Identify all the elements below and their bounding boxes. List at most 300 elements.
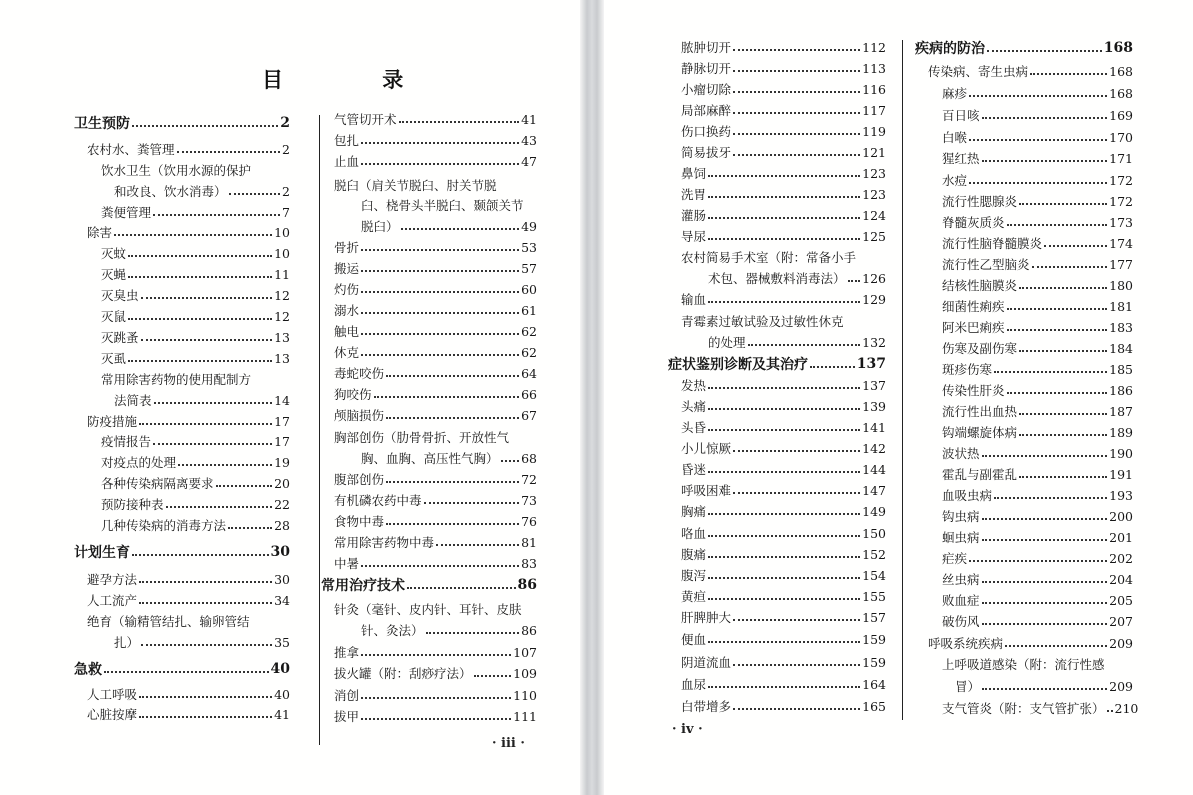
toc-entry[interactable] (321, 279, 537, 299)
dot-leader (166, 506, 273, 508)
toc-entry[interactable] (668, 629, 886, 649)
toc-entry[interactable] (668, 163, 886, 183)
dot-leader (733, 91, 860, 93)
dot-leader (128, 255, 272, 257)
toc-section-heading[interactable] (74, 113, 290, 133)
toc-entry[interactable] (321, 685, 537, 705)
toc-entry[interactable] (321, 237, 537, 257)
toc-entry[interactable] (915, 359, 1133, 379)
dot-leader (154, 402, 273, 404)
dot-leader (1019, 287, 1107, 289)
toc-entry-title: 绝育（输精管结扎、输卵管结 (87, 614, 250, 629)
toc-entry[interactable] (915, 83, 1133, 103)
dot-leader (708, 535, 860, 537)
toc-entry[interactable] (668, 674, 886, 694)
toc-entry[interactable] (74, 202, 290, 222)
toc-entry[interactable] (668, 523, 886, 543)
toc-entry-page: 123 (862, 186, 886, 202)
toc-entry-page: 183 (1109, 319, 1133, 335)
toc-entry-title: 洗胃 (681, 187, 707, 202)
dot-leader (982, 688, 1107, 690)
toc-entry-title: 血尿 (681, 677, 707, 692)
toc-entry[interactable] (668, 184, 886, 204)
dot-leader (1019, 203, 1107, 205)
dot-leader (708, 513, 860, 515)
dot-leader (994, 497, 1107, 499)
toc-entry[interactable] (668, 417, 886, 437)
toc-entry-page: 35 (274, 634, 290, 650)
toc-entry-title: 骨折 (334, 240, 360, 255)
toc-entry[interactable] (668, 586, 886, 606)
toc-entry[interactable] (74, 431, 290, 451)
dot-leader (982, 518, 1108, 520)
dot-leader (424, 502, 520, 504)
dot-leader (708, 217, 860, 219)
dot-leader (361, 697, 511, 699)
toc-entry-title: 胸、血胸、高压性气胸） (361, 451, 499, 466)
dot-leader (361, 163, 519, 165)
toc-entry-page: 111 (513, 708, 537, 724)
dot-leader (216, 485, 273, 487)
toc-entry-title: 针、灸法） (361, 623, 424, 638)
dot-leader (733, 133, 860, 135)
toc-entry[interactable] (321, 216, 537, 236)
toc-entry-title: 冒） (955, 679, 981, 694)
toc-entry-page: 41 (274, 706, 290, 722)
dot-leader (810, 366, 855, 368)
toc-entry-title: 鼻饲 (681, 166, 707, 181)
toc-entry-title: 狗咬伤 (334, 387, 372, 402)
toc-entry-title: 常用治疗技术 (321, 578, 405, 594)
dot-leader (401, 228, 520, 230)
page-right (604, 0, 1193, 795)
toc-entry[interactable] (668, 459, 886, 479)
toc-entry-page: 187 (1109, 403, 1133, 419)
toc-entry-page: 209 (1109, 635, 1133, 651)
toc-entry[interactable] (321, 427, 537, 447)
toc-entry[interactable] (321, 553, 537, 573)
toc-entry[interactable] (915, 676, 1133, 696)
toc-entry[interactable] (321, 490, 537, 510)
toc-entry-page: 2 (282, 183, 290, 199)
toc-entry-page: 132 (862, 334, 886, 350)
dot-leader (361, 270, 519, 272)
toc-entry[interactable] (915, 380, 1133, 400)
toc-entry[interactable] (668, 121, 886, 141)
toc-entry[interactable] (321, 663, 537, 683)
dot-leader (178, 464, 272, 466)
toc-entry-title: 静脉切开 (681, 61, 732, 76)
toc-entry[interactable] (74, 327, 290, 347)
toc-entry[interactable] (74, 411, 290, 431)
toc-entry-page: 209 (1109, 678, 1133, 694)
toc-entry[interactable] (668, 396, 886, 416)
toc-entry[interactable] (321, 342, 537, 362)
toc-entry-title: 法简表 (114, 393, 152, 408)
toc-entry[interactable] (74, 590, 290, 610)
toc-entry-title: 防疫措施 (87, 414, 138, 429)
toc-entry[interactable] (915, 148, 1133, 168)
toc-entry[interactable] (668, 565, 886, 585)
toc-entry[interactable] (668, 501, 886, 521)
toc-entry-title: 饮水卫生（饮用水源的保护 (101, 163, 252, 178)
toc-entry[interactable] (74, 611, 290, 631)
toc-entry-title: 小儿惊厥 (681, 441, 732, 456)
toc-entry-page: 2 (280, 115, 290, 131)
toc-entry-page: 159 (862, 654, 886, 670)
dot-leader (141, 644, 272, 646)
toc-entry[interactable] (668, 289, 886, 309)
dot-leader (361, 654, 511, 656)
toc-entry-title: 流行性腮腺炎 (942, 194, 1018, 209)
toc-entry-title: 疾病的防治 (915, 41, 985, 57)
toc-entry[interactable] (915, 212, 1133, 232)
toc-entry-title: 扎） (114, 635, 140, 650)
toc-entry-page: 28 (274, 517, 290, 533)
toc-entry[interactable] (668, 142, 886, 162)
toc-entry-page: 66 (521, 386, 537, 402)
toc-entry-page: 30 (274, 571, 290, 587)
dot-leader (733, 708, 860, 710)
toc-entry[interactable] (321, 321, 537, 341)
toc-entry[interactable] (321, 195, 537, 215)
toc-entry-page: 60 (521, 281, 537, 297)
toc-entry-page: 168 (1109, 63, 1133, 79)
toc-entry[interactable] (321, 620, 537, 640)
toc-entry[interactable] (74, 181, 290, 201)
dot-leader (1007, 308, 1108, 310)
dot-leader (969, 139, 1107, 141)
toc-entry[interactable] (74, 452, 290, 472)
toc-entry[interactable] (668, 544, 886, 564)
toc-entry-page: 47 (521, 153, 537, 169)
toc-entry-title: 细菌性痢疾 (942, 299, 1005, 314)
dot-leader (1019, 476, 1107, 478)
toc-entry[interactable] (915, 317, 1133, 337)
dot-leader (733, 112, 860, 114)
toc-entry-title: 白带增多 (681, 699, 732, 714)
toc-entry-page: 2 (282, 141, 290, 157)
toc-entry[interactable] (321, 599, 537, 619)
toc-entry-page: 125 (862, 228, 886, 244)
toc-entry-page: 17 (274, 413, 290, 429)
toc-entry-title: 导尿 (681, 229, 707, 244)
dot-leader (708, 556, 860, 558)
toc-entry[interactable] (668, 58, 886, 78)
toc-entry-title: 臼、桡骨头半脱臼、颞颌关节 (361, 198, 524, 213)
dot-leader (969, 182, 1107, 184)
toc-entry-page: 204 (1109, 571, 1133, 587)
toc-entry[interactable] (915, 338, 1133, 358)
toc-entry-title: 百日咳 (942, 108, 980, 123)
toc-entry[interactable] (668, 438, 886, 458)
toc-entry-title: 常用除害药物中毒 (334, 535, 435, 550)
toc-column-2 (321, 0, 537, 795)
toc-entry-title: 心脏按摩 (87, 707, 138, 722)
toc-entry[interactable] (321, 300, 537, 320)
toc-entry-title: 止血 (334, 154, 360, 169)
toc-entry-page: 17 (274, 433, 290, 449)
toc-entry-title: 术包、器械敷料消毒法） (708, 271, 846, 286)
toc-entry-page: 40 (270, 661, 290, 677)
dot-leader (733, 492, 860, 494)
toc-entry[interactable] (668, 100, 886, 120)
toc-entry-page: 53 (521, 239, 537, 255)
toc-entry-title: 麻疹 (942, 86, 968, 101)
toc-entry[interactable] (74, 473, 290, 493)
toc-entry-page: 168 (1109, 85, 1133, 101)
toc-section-heading[interactable] (321, 575, 537, 595)
toc-entry[interactable] (321, 258, 537, 278)
toc-entry-page: 14 (274, 392, 290, 408)
toc-entry-title: 蛔虫病 (942, 530, 980, 545)
toc-entry[interactable] (74, 569, 290, 589)
toc-entry-title: 阿米巴痢疾 (942, 320, 1005, 335)
toc-entry-title: 胸部创伤（肋骨骨折、开放性气 (334, 430, 510, 445)
toc-entry-page: 113 (862, 60, 886, 76)
toc-entry[interactable] (915, 275, 1133, 295)
toc-entry[interactable] (915, 698, 1139, 718)
toc-entry-page: 193 (1109, 487, 1133, 503)
toc-section-heading[interactable] (74, 542, 290, 562)
toc-entry-page: 22 (274, 496, 290, 512)
toc-entry-page: 119 (862, 123, 886, 139)
toc-entry[interactable] (321, 151, 537, 171)
dot-leader (374, 396, 520, 398)
toc-entry[interactable] (74, 285, 290, 305)
dot-leader (128, 318, 272, 320)
toc-entry[interactable] (668, 247, 886, 267)
toc-column-3 (668, 0, 886, 795)
toc-entry[interactable] (915, 569, 1133, 589)
toc-entry[interactable] (668, 652, 886, 672)
toc-entry-title: 头痛 (681, 399, 707, 414)
toc-entry[interactable] (915, 254, 1133, 274)
toc-entry[interactable] (915, 633, 1133, 653)
toc-entry-page: 157 (862, 609, 886, 625)
toc-entry-title: 支气管炎（附：支气管扩张） (942, 701, 1105, 716)
toc-entry-page: 129 (862, 291, 886, 307)
page-left (0, 0, 580, 795)
toc-entry-title: 腹痛 (681, 547, 707, 562)
dot-leader (361, 312, 519, 314)
toc-entry-title: 灌肠 (681, 208, 707, 223)
toc-entry-page: 13 (274, 350, 290, 366)
toc-entry-page: 76 (521, 513, 537, 529)
toc-entry[interactable] (915, 506, 1133, 526)
toc-entry[interactable] (668, 375, 886, 395)
toc-entry[interactable] (74, 369, 290, 389)
toc-entry-page: 168 (1103, 40, 1133, 56)
toc-entry-page: 201 (1109, 529, 1133, 545)
toc-entry-page: 20 (274, 475, 290, 491)
toc-entry-title: 卫生预防 (74, 116, 130, 132)
toc-entry-page: 171 (1109, 150, 1133, 166)
toc-entry-title: 溺水 (334, 303, 360, 318)
toc-entry[interactable] (668, 268, 886, 288)
toc-entry-page: 10 (274, 245, 290, 261)
toc-entry-title: 拔甲 (334, 709, 360, 724)
dot-leader (969, 95, 1107, 97)
toc-entry[interactable] (668, 332, 886, 352)
page-gutter (580, 0, 604, 795)
toc-entry-page: 107 (513, 644, 537, 660)
toc-entry-title: 流行性出血热 (942, 404, 1018, 419)
toc-entry[interactable] (915, 527, 1133, 547)
toc-entry[interactable] (915, 191, 1133, 211)
toc-entry[interactable] (915, 422, 1133, 442)
toc-entry-page: 34 (274, 592, 290, 608)
toc-entry[interactable] (668, 79, 886, 99)
toc-entry-page: 67 (521, 407, 537, 423)
dot-leader (128, 276, 272, 278)
dot-leader (1005, 645, 1107, 647)
toc-entry-title: 猩红热 (942, 151, 980, 166)
toc-entry[interactable] (915, 105, 1133, 125)
toc-entry[interactable] (915, 464, 1133, 484)
toc-entry[interactable] (915, 485, 1133, 505)
folio-left: · iii · (492, 736, 525, 751)
dot-leader (708, 641, 860, 643)
toc-entry-page: 180 (1109, 277, 1133, 293)
toc-entry[interactable] (74, 306, 290, 326)
toc-entry-title: 斑疹伤寒 (942, 362, 993, 377)
toc-entry-page: 186 (1109, 382, 1133, 398)
toc-entry-title: 钩虫病 (942, 509, 980, 524)
dot-leader (733, 49, 860, 51)
toc-entry[interactable] (321, 448, 537, 468)
toc-entry[interactable] (321, 384, 537, 404)
toc-entry[interactable] (321, 642, 537, 662)
toc-entry[interactable] (915, 443, 1133, 463)
toc-entry-page: 173 (1109, 214, 1133, 230)
toc-entry[interactable] (915, 611, 1133, 631)
dot-leader (153, 443, 272, 445)
dot-leader (708, 686, 860, 688)
toc-entry-title: 各种传染病隔离要求 (101, 476, 214, 491)
toc-entry[interactable] (668, 311, 886, 331)
dot-leader (361, 354, 519, 356)
toc-entry-page: 164 (862, 676, 886, 692)
toc-entry[interactable] (915, 233, 1133, 253)
toc-entry[interactable] (74, 139, 290, 159)
toc-entry-page: 124 (862, 207, 886, 223)
toc-entry[interactable] (668, 37, 886, 57)
toc-entry[interactable] (74, 704, 290, 724)
toc-entry[interactable] (321, 511, 537, 531)
toc-entry-title: 灭跳蚤 (101, 330, 139, 345)
toc-entry[interactable] (668, 226, 886, 246)
toc-entry-title: 呼吸系统疾病 (928, 636, 1004, 651)
toc-entry-title: 腹部创伤 (334, 472, 385, 487)
toc-entry-title: 人工流产 (87, 593, 138, 608)
toc-entry[interactable] (668, 205, 886, 225)
column-rule (319, 115, 320, 745)
dot-leader (139, 696, 272, 698)
toc-entry[interactable] (915, 654, 1133, 674)
toc-entry-page: 86 (521, 622, 537, 638)
dot-leader (733, 154, 860, 156)
toc-entry[interactable] (915, 590, 1133, 610)
toc-entry[interactable] (321, 175, 537, 195)
toc-entry-page: 207 (1109, 613, 1133, 629)
toc-section-heading[interactable] (74, 659, 290, 679)
toc-entry[interactable] (74, 515, 290, 535)
dot-leader (994, 371, 1107, 373)
toc-entry[interactable] (74, 494, 290, 514)
dot-leader (1044, 245, 1107, 247)
toc-entry-title: 灭鼠 (101, 309, 127, 324)
dot-leader (407, 587, 516, 589)
dot-leader (139, 602, 272, 604)
toc-entry-title: 败血症 (942, 593, 980, 608)
toc-entry[interactable] (74, 264, 290, 284)
toc-entry[interactable] (74, 390, 290, 410)
toc-section-heading[interactable] (668, 354, 886, 374)
toc-entry[interactable] (668, 696, 886, 716)
toc-entry[interactable] (74, 348, 290, 368)
dot-leader (1019, 434, 1107, 436)
toc-entry-page: 41 (521, 111, 537, 127)
toc-entry[interactable] (321, 532, 537, 552)
dot-leader (987, 50, 1102, 52)
toc-entry-page: 191 (1109, 466, 1133, 482)
toc-entry-page: 19 (274, 454, 290, 470)
toc-entry[interactable] (321, 130, 537, 150)
dot-leader (141, 339, 273, 341)
dot-leader (128, 360, 272, 362)
toc-entry[interactable] (74, 160, 290, 180)
toc-entry[interactable] (74, 243, 290, 263)
toc-entry[interactable] (74, 684, 290, 704)
toc-entry[interactable] (321, 109, 537, 129)
toc-entry-title: 拔火罐（附：刮痧疗法） (334, 666, 472, 681)
toc-entry[interactable] (915, 401, 1133, 421)
toc-entry[interactable] (915, 296, 1133, 316)
toc-entry-title: 粪便管理 (101, 205, 152, 220)
dot-leader (982, 455, 1108, 457)
toc-entry-page: 123 (862, 165, 886, 181)
toc-entry[interactable] (915, 61, 1133, 81)
toc-entry[interactable] (74, 632, 290, 652)
toc-entry[interactable] (321, 405, 537, 425)
toc-entry[interactable] (915, 548, 1133, 568)
dot-leader (1019, 413, 1107, 415)
toc-entry-page: 73 (521, 492, 537, 508)
toc-entry-page: 62 (521, 323, 537, 339)
toc-entry[interactable] (668, 607, 886, 627)
toc-entry[interactable] (74, 222, 290, 242)
toc-entry-page: 117 (862, 102, 886, 118)
toc-entry[interactable] (321, 469, 537, 489)
toc-entry-title: 灭蚊 (101, 246, 127, 261)
column-rule (902, 40, 903, 720)
toc-entry-page: 174 (1109, 235, 1133, 251)
toc-entry[interactable] (668, 480, 886, 500)
toc-entry[interactable] (915, 127, 1133, 147)
toc-entry[interactable] (915, 170, 1133, 190)
dot-leader (708, 408, 860, 410)
toc-entry[interactable] (321, 363, 537, 383)
toc-section-heading[interactable] (915, 38, 1133, 58)
dot-leader (848, 280, 861, 282)
dot-leader (361, 142, 519, 144)
toc-entry-title: 霍乱与副霍乱 (942, 467, 1018, 482)
dot-leader (733, 70, 860, 72)
dot-leader (733, 664, 860, 666)
dot-leader (361, 249, 519, 251)
toc-entry[interactable] (321, 706, 537, 726)
